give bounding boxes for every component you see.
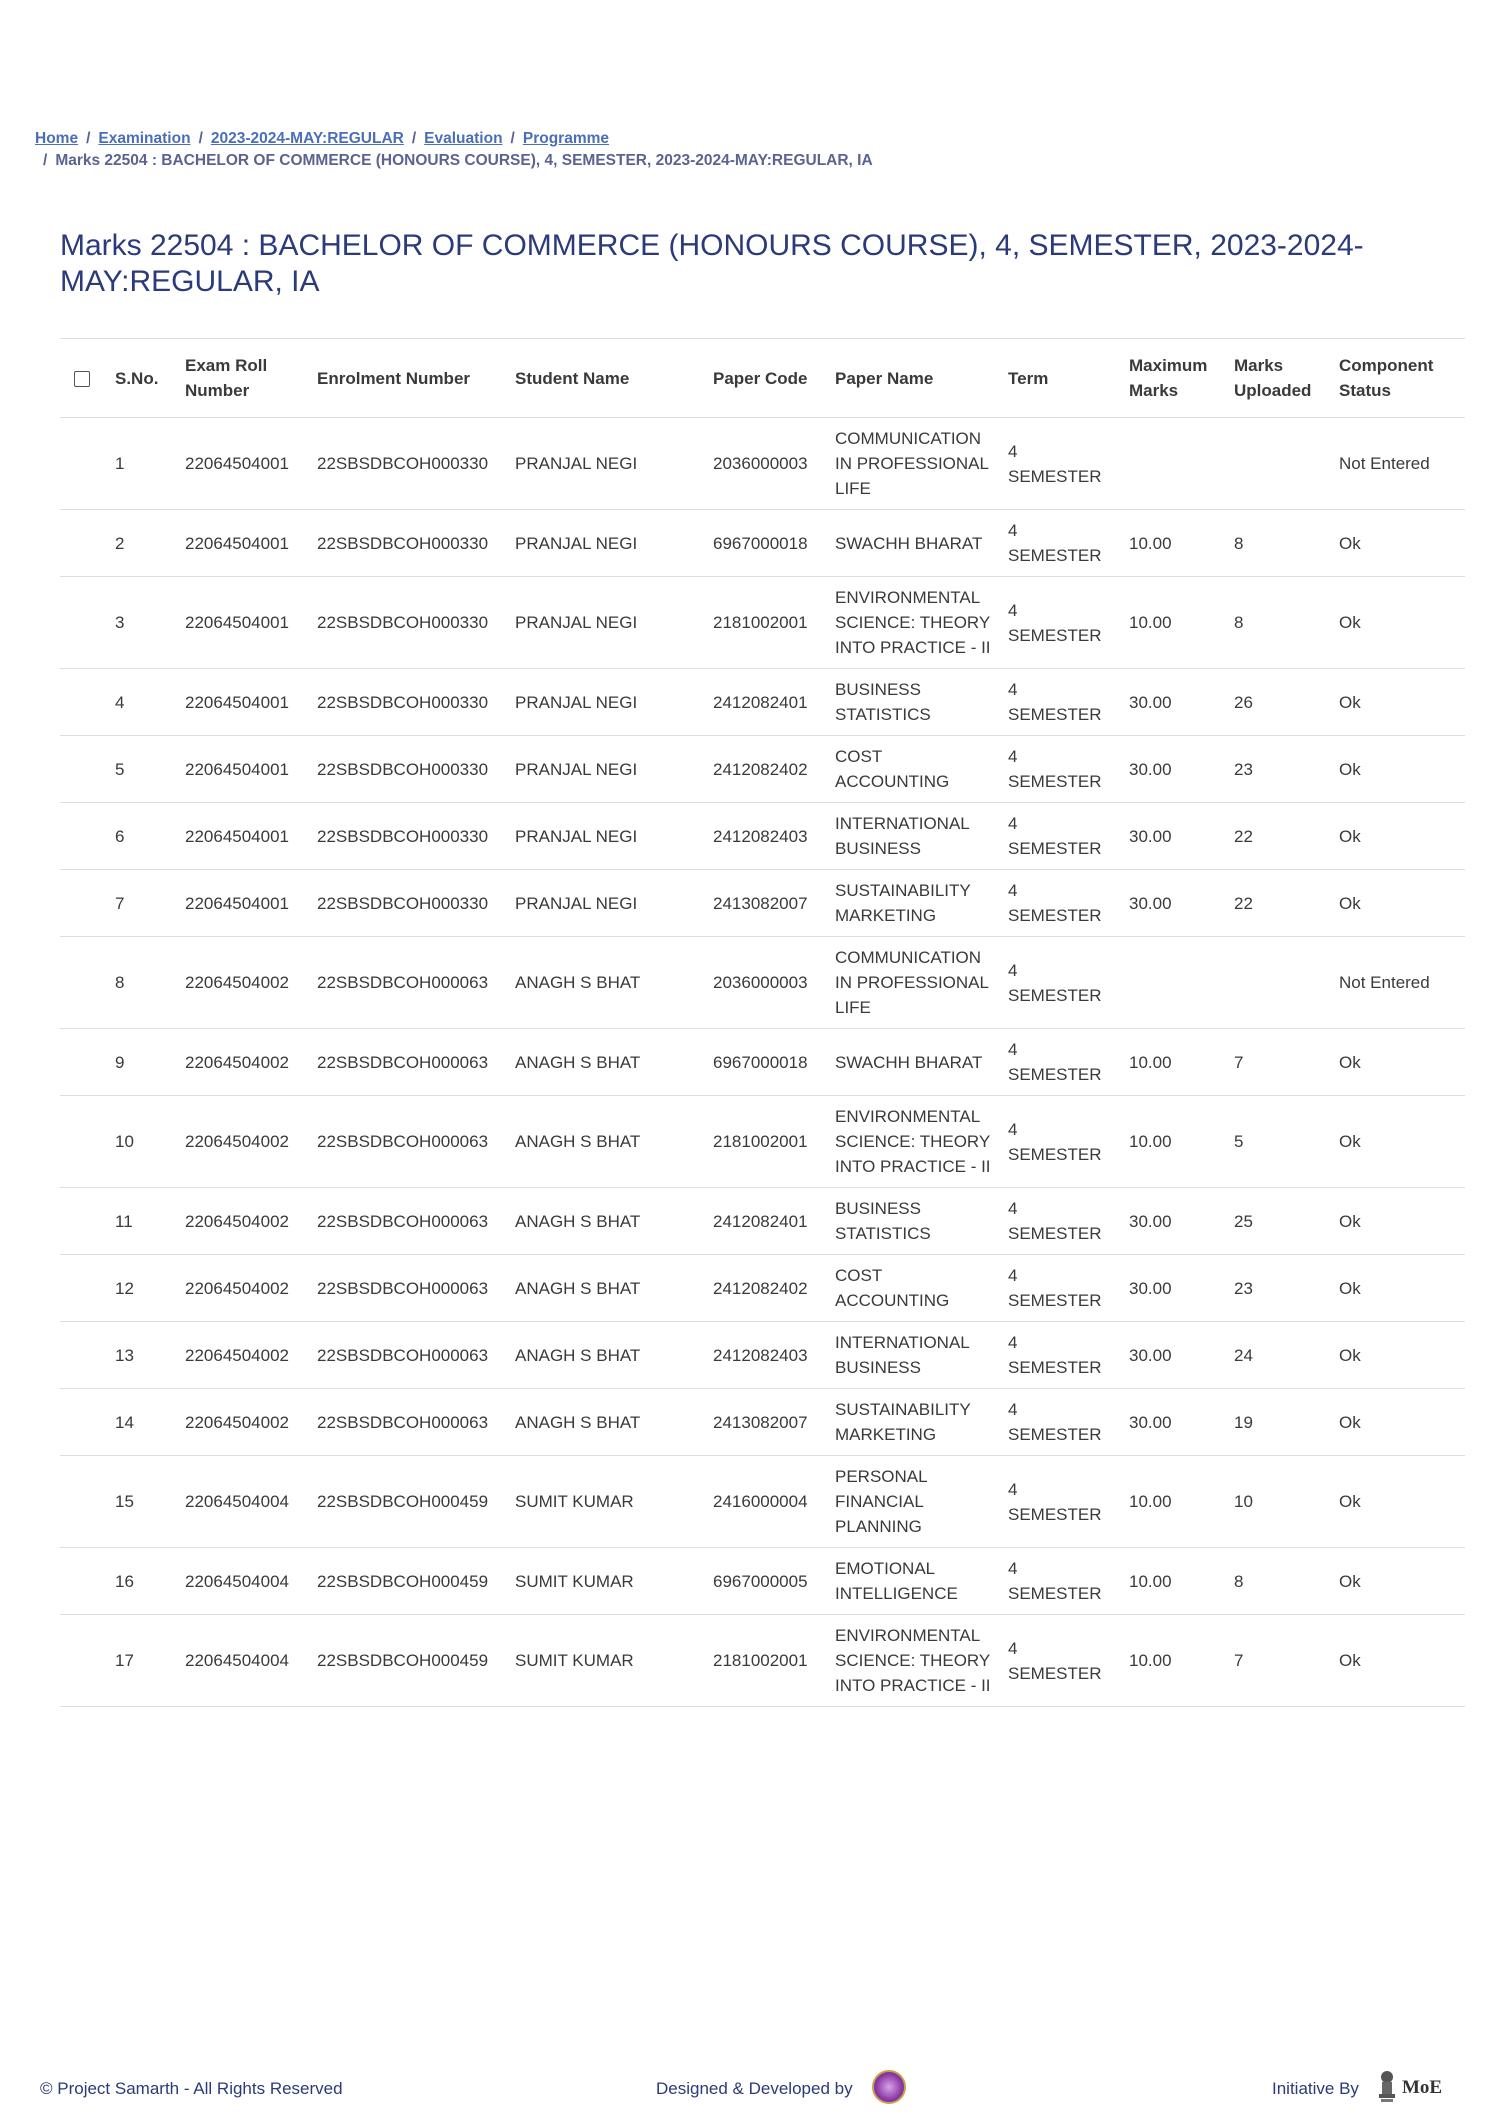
cell-component-status: Ok: [1331, 1548, 1465, 1615]
cell-sno: 3: [107, 577, 177, 669]
cell-exam-roll: 22064504001: [177, 870, 309, 937]
marks-table-container: [60, 338, 1465, 1707]
cell-enrolment: 22SBSDBCOH000330: [309, 510, 507, 577]
table-row[interactable]: [60, 418, 1465, 510]
cell-marks-uploaded: 5: [1226, 1096, 1331, 1188]
breadcrumb-separator: /: [411, 130, 417, 147]
table-row[interactable]: [60, 669, 1465, 736]
cell-component-status: Ok: [1331, 1615, 1465, 1707]
cell-paper-code: 2412082401: [705, 1188, 827, 1255]
cell-term: 4 SEMESTER: [1000, 1255, 1121, 1322]
page-title: Marks 22504 : BACHELOR OF COMMERCE (HONOURS COURSE), 4, SEMESTER, 2023-2024-MAY:REGULAR, IA: [60, 229, 1364, 298]
breadcrumb-link-examination[interactable]: Examination: [98, 130, 191, 147]
cell-component-status: Ok: [1331, 1188, 1465, 1255]
cell-exam-roll: 22064504001: [177, 803, 309, 870]
cell-select: [60, 803, 107, 870]
cell-enrolment: 22SBSDBCOH000330: [309, 803, 507, 870]
cell-paper-name: ENVIRONMENTAL SCIENCE: THEORY INTO PRACTICE - II: [827, 1615, 1000, 1707]
cell-exam-roll: 22064504002: [177, 1389, 309, 1456]
cell-sno: 5: [107, 736, 177, 803]
cell-paper-name: SUSTAINABILITY MARKETING: [827, 1389, 1000, 1456]
cell-student-name: PRANJAL NEGI: [507, 577, 705, 669]
cell-term: 4 SEMESTER: [1000, 803, 1121, 870]
breadcrumb: [35, 128, 1455, 172]
cell-exam-roll: 22064504004: [177, 1615, 309, 1707]
cell-select: [60, 669, 107, 736]
table-row[interactable]: [60, 1029, 1465, 1096]
table-header-row: [60, 339, 1465, 418]
cell-select: [60, 1188, 107, 1255]
cell-term: 4 SEMESTER: [1000, 1188, 1121, 1255]
table-row[interactable]: [60, 870, 1465, 937]
header-paper-code: Paper Code: [705, 339, 827, 418]
table-row[interactable]: [60, 1188, 1465, 1255]
header-sno: S.No.: [107, 339, 177, 418]
cell-max-marks: 30.00: [1121, 1322, 1226, 1389]
cell-exam-roll: 22064504002: [177, 1096, 309, 1188]
cell-student-name: ANAGH S BHAT: [507, 1188, 705, 1255]
table-row[interactable]: [60, 803, 1465, 870]
cell-sno: 7: [107, 870, 177, 937]
cell-max-marks: 30.00: [1121, 803, 1226, 870]
cell-select: [60, 1255, 107, 1322]
cell-enrolment: 22SBSDBCOH000459: [309, 1548, 507, 1615]
table-row[interactable]: [60, 1322, 1465, 1389]
cell-max-marks: 30.00: [1121, 1255, 1226, 1322]
cell-student-name: PRANJAL NEGI: [507, 669, 705, 736]
table-row[interactable]: [60, 1548, 1465, 1615]
breadcrumb-separator: /: [198, 130, 203, 147]
cell-paper-code: 2413082007: [705, 870, 827, 937]
cell-sno: 16: [107, 1548, 177, 1615]
select-all-checkbox[interactable]: [74, 371, 90, 387]
cell-paper-name: COST ACCOUNTING: [827, 1255, 1000, 1322]
cell-enrolment: 22SBSDBCOH000330: [309, 870, 507, 937]
cell-enrolment: 22SBSDBCOH000063: [309, 937, 507, 1029]
cell-component-status: Ok: [1331, 577, 1465, 669]
table-row[interactable]: [60, 937, 1465, 1029]
cell-component-status: Ok: [1331, 1096, 1465, 1188]
cell-term: 4 SEMESTER: [1000, 1615, 1121, 1707]
header-term: Term: [1000, 339, 1121, 418]
cell-max-marks: 30.00: [1121, 1188, 1226, 1255]
cell-select: [60, 510, 107, 577]
header-marks-uploaded: Marks Uploaded: [1226, 339, 1331, 418]
cell-max-marks: [1121, 418, 1226, 510]
cell-select: [60, 418, 107, 510]
cell-exam-roll: 22064504004: [177, 1456, 309, 1548]
cell-select: [60, 1456, 107, 1548]
cell-term: 4 SEMESTER: [1000, 870, 1121, 937]
header-student-name: Student Name: [507, 339, 705, 418]
marks-table: [60, 338, 1465, 1707]
cell-max-marks: 10.00: [1121, 577, 1226, 669]
table-body: [60, 418, 1465, 1707]
cell-select: [60, 1389, 107, 1456]
samarth-logo-icon: [872, 2070, 906, 2104]
cell-paper-code: 6967000005: [705, 1548, 827, 1615]
footer: [0, 2068, 1497, 2108]
cell-student-name: PRANJAL NEGI: [507, 803, 705, 870]
table-row[interactable]: [60, 510, 1465, 577]
cell-max-marks: [1121, 937, 1226, 1029]
footer-designed-by: Designed & Developed by: [656, 2079, 853, 2098]
cell-enrolment: 22SBSDBCOH000063: [309, 1096, 507, 1188]
cell-marks-uploaded: [1226, 937, 1331, 1029]
cell-select: [60, 1029, 107, 1096]
cell-exam-roll: 22064504001: [177, 510, 309, 577]
cell-exam-roll: 22064504001: [177, 736, 309, 803]
header-max-marks: Maximum Marks: [1121, 339, 1226, 418]
cell-max-marks: 30.00: [1121, 870, 1226, 937]
table-row[interactable]: [60, 1255, 1465, 1322]
cell-term: 4 SEMESTER: [1000, 1548, 1121, 1615]
cell-enrolment: 22SBSDBCOH000063: [309, 1389, 507, 1456]
breadcrumb-line-2: [35, 150, 1455, 172]
cell-enrolment: 22SBSDBCOH000063: [309, 1188, 507, 1255]
cell-student-name: ANAGH S BHAT: [507, 1255, 705, 1322]
cell-select: [60, 1096, 107, 1188]
cell-sno: 13: [107, 1322, 177, 1389]
cell-exam-roll: 22064504002: [177, 937, 309, 1029]
table-row[interactable]: [60, 1389, 1465, 1456]
cell-paper-name: COMMUNICATION IN PROFESSIONAL LIFE: [827, 418, 1000, 510]
footer-copyright: © Project Samarth - All Rights Reserved: [40, 2079, 343, 2098]
cell-sno: 14: [107, 1389, 177, 1456]
cell-sno: 11: [107, 1188, 177, 1255]
cell-paper-code: 2412082403: [705, 803, 827, 870]
cell-paper-name: BUSINESS STATISTICS: [827, 1188, 1000, 1255]
cell-student-name: ANAGH S BHAT: [507, 1389, 705, 1456]
cell-marks-uploaded: 19: [1226, 1389, 1331, 1456]
cell-term: 4 SEMESTER: [1000, 937, 1121, 1029]
cell-sno: 10: [107, 1096, 177, 1188]
cell-exam-roll: 22064504002: [177, 1255, 309, 1322]
table-row[interactable]: [60, 1615, 1465, 1707]
cell-enrolment: 22SBSDBCOH000330: [309, 577, 507, 669]
cell-exam-roll: 22064504004: [177, 1548, 309, 1615]
cell-marks-uploaded: 7: [1226, 1615, 1331, 1707]
cell-marks-uploaded: 22: [1226, 870, 1331, 937]
cell-marks-uploaded: 24: [1226, 1322, 1331, 1389]
cell-component-status: Not Entered: [1331, 937, 1465, 1029]
cell-paper-name: SUSTAINABILITY MARKETING: [827, 870, 1000, 937]
cell-exam-roll: 22064504001: [177, 418, 309, 510]
cell-paper-code: 2181002001: [705, 1096, 827, 1188]
cell-sno: 4: [107, 669, 177, 736]
cell-max-marks: 10.00: [1121, 1548, 1226, 1615]
cell-term: 4 SEMESTER: [1000, 1456, 1121, 1548]
cell-marks-uploaded: 26: [1226, 669, 1331, 736]
cell-paper-name: EMOTIONAL INTELLIGENCE: [827, 1548, 1000, 1615]
cell-sno: 2: [107, 510, 177, 577]
cell-student-name: SUMIT KUMAR: [507, 1615, 705, 1707]
header-enrolment: Enrolment Number: [309, 339, 507, 418]
cell-term: 4 SEMESTER: [1000, 669, 1121, 736]
cell-student-name: SUMIT KUMAR: [507, 1548, 705, 1615]
cell-enrolment: 22SBSDBCOH000330: [309, 736, 507, 803]
footer-moe-logo: MoE: [1402, 2077, 1443, 2098]
cell-select: [60, 577, 107, 669]
header-select-all: [60, 339, 107, 418]
breadcrumb-link-evaluation[interactable]: Evaluation: [424, 130, 503, 147]
cell-paper-code: 2416000004: [705, 1456, 827, 1548]
cell-enrolment: 22SBSDBCOH000459: [309, 1456, 507, 1548]
cell-max-marks: 10.00: [1121, 510, 1226, 577]
cell-paper-code: 2412082401: [705, 669, 827, 736]
cell-paper-name: INTERNATIONAL BUSINESS: [827, 1322, 1000, 1389]
cell-max-marks: 10.00: [1121, 1096, 1226, 1188]
cell-marks-uploaded: [1226, 418, 1331, 510]
cell-component-status: Ok: [1331, 803, 1465, 870]
cell-marks-uploaded: 7: [1226, 1029, 1331, 1096]
cell-paper-name: SWACHH BHARAT: [827, 1029, 1000, 1096]
cell-student-name: PRANJAL NEGI: [507, 736, 705, 803]
cell-paper-code: 2036000003: [705, 418, 827, 510]
cell-enrolment: 22SBSDBCOH000063: [309, 1322, 507, 1389]
cell-paper-code: 2412082403: [705, 1322, 827, 1389]
cell-student-name: PRANJAL NEGI: [507, 870, 705, 937]
cell-component-status: Ok: [1331, 510, 1465, 577]
cell-paper-code: 2181002001: [705, 577, 827, 669]
cell-paper-name: BUSINESS STATISTICS: [827, 669, 1000, 736]
cell-max-marks: 30.00: [1121, 669, 1226, 736]
cell-sno: 17: [107, 1615, 177, 1707]
cell-component-status: Ok: [1331, 1389, 1465, 1456]
cell-select: [60, 870, 107, 937]
cell-component-status: Ok: [1331, 1255, 1465, 1322]
cell-marks-uploaded: 8: [1226, 1548, 1331, 1615]
cell-select: [60, 736, 107, 803]
cell-marks-uploaded: 8: [1226, 510, 1331, 577]
cell-exam-roll: 22064504002: [177, 1029, 309, 1096]
cell-term: 4 SEMESTER: [1000, 510, 1121, 577]
cell-select: [60, 1322, 107, 1389]
cell-marks-uploaded: 25: [1226, 1188, 1331, 1255]
cell-marks-uploaded: 8: [1226, 577, 1331, 669]
header-paper-name: Paper Name: [827, 339, 1000, 418]
cell-student-name: ANAGH S BHAT: [507, 937, 705, 1029]
cell-marks-uploaded: 23: [1226, 1255, 1331, 1322]
cell-select: [60, 937, 107, 1029]
cell-sno: 1: [107, 418, 177, 510]
cell-max-marks: 10.00: [1121, 1029, 1226, 1096]
cell-exam-roll: 22064504001: [177, 577, 309, 669]
cell-term: 4 SEMESTER: [1000, 577, 1121, 669]
cell-paper-name: COMMUNICATION IN PROFESSIONAL LIFE: [827, 937, 1000, 1029]
cell-marks-uploaded: 23: [1226, 736, 1331, 803]
cell-student-name: PRANJAL NEGI: [507, 510, 705, 577]
cell-exam-roll: 22064504002: [177, 1188, 309, 1255]
cell-term: 4 SEMESTER: [1000, 1322, 1121, 1389]
cell-paper-name: PERSONAL FINANCIAL PLANNING: [827, 1456, 1000, 1548]
breadcrumb-line-1: [35, 128, 1455, 150]
cell-exam-roll: 22064504001: [177, 669, 309, 736]
cell-marks-uploaded: 22: [1226, 803, 1331, 870]
cell-enrolment: 22SBSDBCOH000330: [309, 669, 507, 736]
breadcrumb-separator: /: [43, 152, 48, 169]
cell-paper-code: 2413082007: [705, 1389, 827, 1456]
cell-student-name: ANAGH S BHAT: [507, 1029, 705, 1096]
breadcrumb-separator: /: [510, 130, 515, 147]
table-row[interactable]: [60, 577, 1465, 669]
cell-sno: 8: [107, 937, 177, 1029]
breadcrumb-link-session[interactable]: 2023-2024-MAY:REGULAR: [210, 130, 404, 147]
footer-initiative-by: Initiative By: [1272, 2079, 1359, 2098]
table-row[interactable]: [60, 1096, 1465, 1188]
cell-paper-name: ENVIRONMENTAL SCIENCE: THEORY INTO PRACTICE - II: [827, 577, 1000, 669]
cell-paper-name: COST ACCOUNTING: [827, 736, 1000, 803]
cell-paper-code: 2036000003: [705, 937, 827, 1029]
table-row[interactable]: [60, 736, 1465, 803]
cell-student-name: ANAGH S BHAT: [507, 1096, 705, 1188]
header-component-status: Component Status: [1331, 339, 1465, 418]
cell-select: [60, 1615, 107, 1707]
cell-term: 4 SEMESTER: [1000, 1029, 1121, 1096]
cell-term: 4 SEMESTER: [1000, 736, 1121, 803]
cell-paper-code: 6967000018: [705, 1029, 827, 1096]
cell-enrolment: 22SBSDBCOH000459: [309, 1615, 507, 1707]
cell-paper-name: SWACHH BHARAT: [827, 510, 1000, 577]
breadcrumb-link-home[interactable]: Home: [35, 130, 79, 147]
cell-marks-uploaded: 10: [1226, 1456, 1331, 1548]
national-emblem-icon: [1376, 2070, 1398, 2104]
cell-component-status: Ok: [1331, 870, 1465, 937]
cell-term: 4 SEMESTER: [1000, 418, 1121, 510]
cell-paper-code: 6967000018: [705, 510, 827, 577]
breadcrumb-separator: /: [86, 130, 91, 147]
cell-sno: 12: [107, 1255, 177, 1322]
breadcrumb-current: Marks 22504 : BACHELOR OF COMMERCE (HONOURS COURSE), 4, SEMESTER, 2023-2024-MAY:REGULAR, IA: [55, 152, 873, 169]
cell-max-marks: 30.00: [1121, 1389, 1226, 1456]
cell-component-status: Ok: [1331, 1029, 1465, 1096]
cell-max-marks: 30.00: [1121, 736, 1226, 803]
cell-enrolment: 22SBSDBCOH000330: [309, 418, 507, 510]
table-row[interactable]: [60, 1456, 1465, 1548]
cell-student-name: SUMIT KUMAR: [507, 1456, 705, 1548]
cell-sno: 9: [107, 1029, 177, 1096]
cell-student-name: ANAGH S BHAT: [507, 1322, 705, 1389]
cell-term: 4 SEMESTER: [1000, 1389, 1121, 1456]
cell-exam-roll: 22064504002: [177, 1322, 309, 1389]
cell-paper-name: INTERNATIONAL BUSINESS: [827, 803, 1000, 870]
header-exam-roll: Exam Roll Number: [177, 339, 309, 418]
cell-student-name: PRANJAL NEGI: [507, 418, 705, 510]
cell-select: [60, 1548, 107, 1615]
cell-paper-code: 2412082402: [705, 736, 827, 803]
cell-term: 4 SEMESTER: [1000, 1096, 1121, 1188]
cell-max-marks: 10.00: [1121, 1456, 1226, 1548]
cell-paper-name: ENVIRONMENTAL SCIENCE: THEORY INTO PRACTICE - II: [827, 1096, 1000, 1188]
cell-enrolment: 22SBSDBCOH000063: [309, 1255, 507, 1322]
cell-component-status: Ok: [1331, 1456, 1465, 1548]
cell-sno: 6: [107, 803, 177, 870]
breadcrumb-link-programme[interactable]: Programme: [522, 130, 610, 147]
cell-component-status: Ok: [1331, 736, 1465, 803]
cell-paper-code: 2412082402: [705, 1255, 827, 1322]
cell-sno: 15: [107, 1456, 177, 1548]
cell-enrolment: 22SBSDBCOH000063: [309, 1029, 507, 1096]
cell-component-status: Not Entered: [1331, 418, 1465, 510]
cell-max-marks: 10.00: [1121, 1615, 1226, 1707]
cell-paper-code: 2181002001: [705, 1615, 827, 1707]
cell-component-status: Ok: [1331, 669, 1465, 736]
cell-component-status: Ok: [1331, 1322, 1465, 1389]
